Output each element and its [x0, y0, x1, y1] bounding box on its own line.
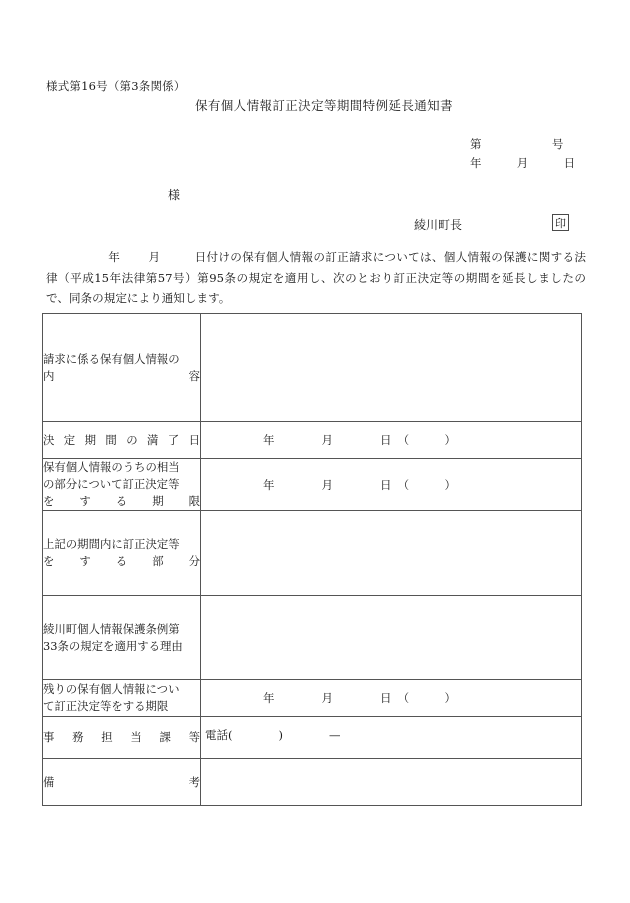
row-value-cell[interactable] [201, 422, 582, 459]
row-label-line: 備 考 [43, 774, 200, 789]
row-label-cell [43, 596, 201, 680]
document-number-line: 第 号 [470, 137, 564, 151]
row-value-cell[interactable] [201, 596, 582, 680]
table-row [43, 459, 582, 511]
row-value-cell[interactable] [201, 759, 582, 806]
row-label-line: 事 務 担 当 課 等 [43, 730, 200, 744]
page-title: 保有個人情報訂正決定等期間特例延長通知書 [194, 98, 453, 113]
row-label-line: 残りの保有個人情報につい [43, 682, 180, 696]
row-label-line: 上記の期間内に訂正決定等 [43, 537, 180, 551]
row-value-cell[interactable] [201, 511, 582, 596]
row-label-cell [43, 314, 201, 422]
body-paragraph [46, 247, 586, 309]
telephone-field-wrap [201, 727, 581, 748]
row-value-cell[interactable] [201, 717, 582, 759]
row-label-cell [43, 680, 201, 717]
row-value-cell[interactable] [201, 459, 582, 511]
telephone-placeholder[interactable]: 電話( ) — [205, 728, 341, 742]
row-label-line: 33条の規定を適用する理由 [43, 638, 183, 653]
table-row [43, 717, 582, 759]
addressee-suffix: 様 [168, 188, 181, 202]
row-label-cell [43, 759, 201, 806]
row-label-cell [43, 422, 201, 459]
notification-details-table [42, 313, 582, 806]
document-date-line: 年 月 日 [470, 156, 576, 170]
body-year-label: 年 [108, 250, 121, 264]
table-row [43, 511, 582, 596]
date-placeholder[interactable]: 年 月 日 （ ） [263, 691, 457, 705]
row-label-line: 保有個人情報のうちの相当 [43, 460, 180, 474]
date-placeholder[interactable]: 年 月 日 （ ） [263, 477, 457, 492]
row-label-cell [43, 511, 201, 596]
row-label-line: 請求に係る保有個人情報の [43, 351, 180, 366]
body-month-label: 月 [148, 250, 161, 264]
document-meta [470, 135, 575, 173]
body-main-text: 日付けの保有個人情報の訂正請求については、個人情報の保護に関する法律（平成15年法律第57号）第95条の規定を適用し、次のとおり訂正決定等の期間を延長しましたので、同条の規定により通知します。 [46, 250, 586, 305]
table-body [43, 314, 582, 806]
row-label-line: 綾川町個人情報保護条例第 [43, 621, 180, 636]
row-label-line: 決定期間の満了日 [43, 432, 200, 447]
table-row [43, 680, 582, 717]
row-label-line: て訂正決定等をする期限 [43, 699, 169, 713]
issuer-name: 綾川町長 [414, 218, 463, 232]
row-label-line: 内 容 [43, 368, 200, 383]
row-value-cell[interactable] [201, 314, 582, 422]
form-number: 様式第16号（第3条関係） [46, 79, 186, 93]
row-label-cell [43, 717, 201, 759]
table-row [43, 314, 582, 422]
row-value-cell[interactable] [201, 680, 582, 717]
table-row [43, 422, 582, 459]
table-row [43, 759, 582, 806]
row-label-line: の部分について訂正決定等 [43, 477, 180, 491]
seal-stamp-box: 印 [552, 214, 569, 231]
table-row [43, 596, 582, 680]
date-placeholder[interactable]: 年 月 日 （ ） [263, 433, 457, 447]
row-label-cell [43, 459, 201, 511]
row-label-line: を す る 部 分 [43, 554, 200, 568]
row-label-line: を す る 期 限 [43, 494, 200, 508]
